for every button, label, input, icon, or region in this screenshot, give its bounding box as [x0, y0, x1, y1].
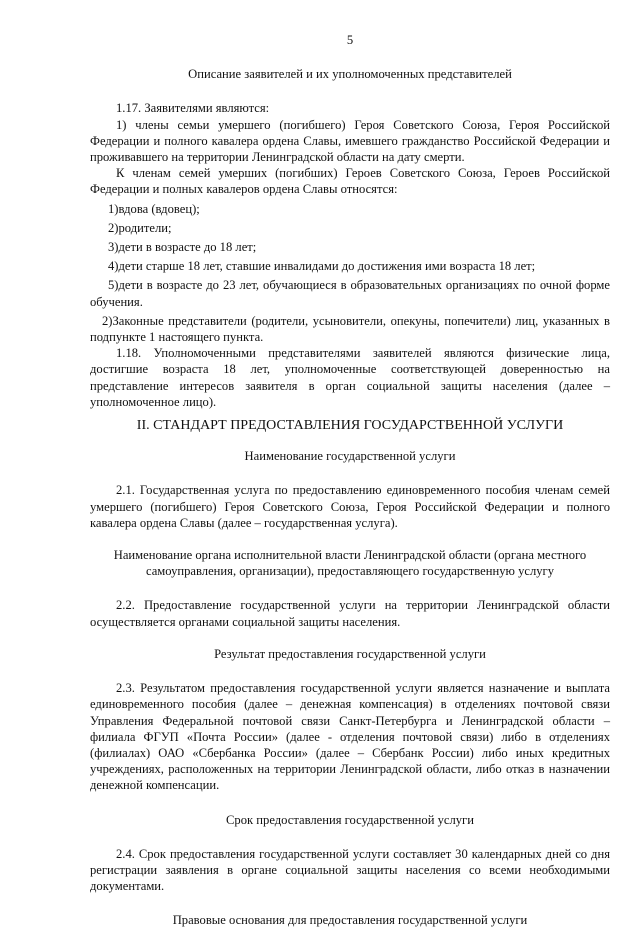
paragraph-2-1: 2.1. Государственная услуга по предоставлению единовременного пособия членам семей умершего (погибшего) Героя Советского Союза, Героя Российской Федерации и полного кавалера ордена Славы (далее – государственная услуга).: [90, 483, 610, 530]
heading-service-name: Наименование государственной услуги: [244, 449, 456, 464]
page-number: 5: [346, 33, 354, 47]
document-page: [90, 32, 610, 929]
list-item: 3)дети в возрасте до 18 лет;: [108, 240, 257, 255]
heading-legal-basis: Правовые основания для предоставления государственной услуги: [172, 913, 528, 928]
heading-result: Результат предоставления государственной услуги: [214, 646, 486, 661]
paragraph-1-17-intro: 1.17. Заявителями являются:: [116, 101, 270, 116]
paragraph-1-17-item-1: 1) члены семьи умершего (погибшего) Героя Советского Союза, Героя Российской Федерации и полного кавалера ордена Славы, имевшего гражданство Российской Федерации и проживавшего на территории Ленинградской области на дату смерти.: [90, 117, 610, 165]
list-item: 1)вдова (вдовец);: [108, 201, 200, 216]
paragraph-1-17-members: К членам семей умерших (погибших) Героев Советского Союза, Героев Российской Федерации и полных кавалеров ордена Славы относятся:: [90, 166, 610, 197]
paragraph-2-4: 2.4. Срок предоставления государственной услуги составляет 30 календарных дней со дня регистрации заявления в органе социальной защиты населения со всеми необходимыми документами.: [90, 846, 610, 894]
paragraph-1-18: 1.18. Уполномоченными представителями заявителей являются физические лица, достигшие возраста 18 лет, уполномоченные соответствующей доверенностью на представление интересов заявителя в орган социальной защиты населения (далее – уполномоченное лицо).: [90, 346, 610, 409]
heading-term: Срок предоставления государственной услуги: [226, 812, 474, 827]
paragraph-2-3: 2.3. Результатом предоставления государственной услуги является назначение и выплата единовременного пособия (далее – денежная компенсация) в отделениях почтовой связи Управления Федеральной почтовой связи Санкт-Петербурга и Ленинградской области – филиала ФГУП «Почта России» (далее - отделения почтовой связи) либо в отделениях (филиалах) ОАО «Сбербанка России» (далее – Сбербанк России) либо иных кредитных учреждениях, расположенных на территории Ленинградской области, либо отказ в назначении денежной компенсации.: [90, 681, 610, 793]
list-item: 5)дети в возрасте до 23 лет, обучающиеся в образовательных организациях по очной форме обучения.: [90, 278, 610, 309]
paragraph-1-17-item-2: 2)Законные представители (родители, усыновители, опекуны, попечители) лиц, указанных в подпункте 1 настоящего пункта.: [90, 313, 610, 345]
list-item: 4)дети старше 18 лет, ставшие инвалидами до достижения ими возраста 18 лет;: [108, 259, 536, 274]
list-item: 2)родители;: [108, 220, 172, 235]
section-2-title: II. СТАНДАРТ ПРЕДОСТАВЛЕНИЯ ГОСУДАРСТВЕННОЙ УСЛУГИ: [136, 418, 564, 434]
heading-organ-name: Наименование органа исполнительной власти Ленинградской области (органа местного самоуправления, организации), предоставляющего государственную услугу: [113, 548, 587, 579]
heading-applicants: Описание заявителей и их уполномоченных представителей: [188, 67, 512, 82]
paragraph-2-2: 2.2. Предоставление государственной услуги на территории Ленинградской области осуществляется органами социальной защиты населения.: [90, 598, 610, 629]
